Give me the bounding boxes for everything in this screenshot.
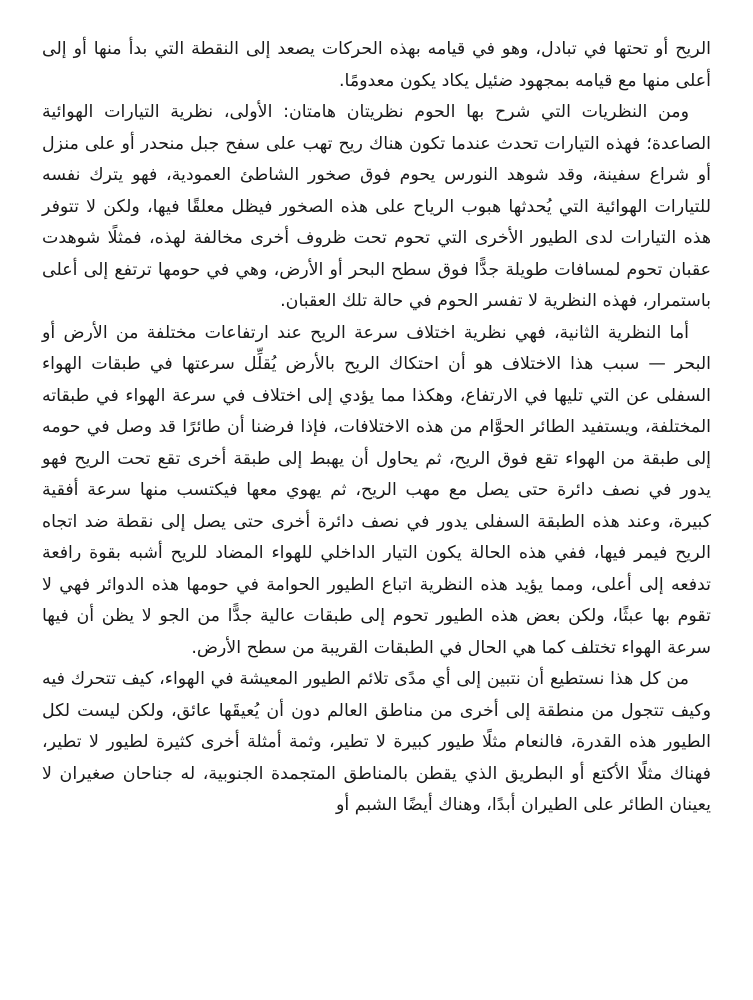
paragraph-first-theory: ومن النظريات التي شرح بها الحوم نظريتان هامتان: الأولى، نظرية التيارات الهوائية الصاعدة؛ فهذه التيارات تحدث عندما تكون هناك ريح تهب على سفح جبل منحدر أو على منزل أو شراع سفينة، وقد شوهد النورس يحوم فوق صخور الشاطئ العمودية، فهو يترك نفسه للتيارات الهوائية التي يُحدثها هبوب الرياح على هذه الصخور فيظل معلقًا فيها، ولكن لا تتوفر هذه التيارات لدى الطيور الأخرى التي تحوم تحت ظروف أخرى مخالفة لهذه، فمثلًا شوهدت عقبان تحوم لمسافات طويلة جدًّا فوق سطح البحر أو الأرض، وهي في حومها ترتفع إلى أعلى باستمرار، فهذه النظرية لا تفسر الحوم في حالة تلك العقبان.	[42, 102, 711, 311]
paragraph-conclusion: من كل هذا نستطيع أن نتبين إلى أي مدًى تلائم الطيور المعيشة في الهواء، كيف تتحرك فيه وكيف تتجول من منطقة إلى أخرى من مناطق العالم دون أن يُعيقَها عائق، ولكن ليست لكل الطيور هذه القدرة، فالنعام مثلًا طيور كبيرة لا تطير، وثمة أمثلة أخرى كثيرة لطيور لا تطير، فهناك مثلًا الأكتع أو البطريق الذي يقطن بالمناطق المتجمدة الجنوبية، له جناحان صغيران لا يعينان الطائر على الطيران أبدًا، وهناك أيضًا الشبم أو	[42, 669, 711, 815]
paragraph-continuation: الريح أو تحتها في تبادل، وهو في قيامه بهذه الحركات يصعد إلى النقطة التي بدأ منها أو إلى أعلى منها مع قيامه بمجهود ضئيل يكاد يكون معدومًا.	[42, 39, 711, 91]
paragraph-second-theory: أما النظرية الثانية، فهي نظرية اختلاف سرعة الريح عند ارتفاعات مختلفة من الأرض أو البحر — سبب هذا الاختلاف هو أن احتكاك الريح بالأرض يُقلِّل سرعتها في طبقات الهواء السفلى عن التي تليها في الارتفاع، وهكذا مما يؤدي إلى اختلاف في سرعة الهواء في طبقاته المختلفة، ويستفيد الطائر الحوَّام من هذه الاختلافات، فإذا فرضنا أن طائرًا قد وصل في حومه إلى طبقة من الهواء تقع فوق الريح، ثم يحاول أن يهبط إلى طبقة أخرى تقع تحت الريح فهو يدور في نصف دائرة حتى يصل مع مهب الريح، ثم يهوي معها فيكتسب منها سرعة أفقية كبيرة، وعند هذه الطبقة السفلى يدور في نصف دائرة أخرى حتى يصل إلى نقطة ضد اتجاه الريح فيمر فيها، ففي هذه الحالة يكون التيار الداخلي للهواء المضاد للريح أشبه بقوة رافعة تدفعه إلى أعلى، ومما يؤيد هذه النظرية اتباع الطيور الحوامة في حومها هذه الدوائر فهي لا تقوم بها عبثًا، ولكن بعض هذه الطيور تحوم إلى طبقات عالية جدًّا من الجو لا يظن أن فيها سرعة الهواء تختلف كما هي الحال في الطبقات القريبة من سطح الأرض.	[42, 322, 711, 658]
